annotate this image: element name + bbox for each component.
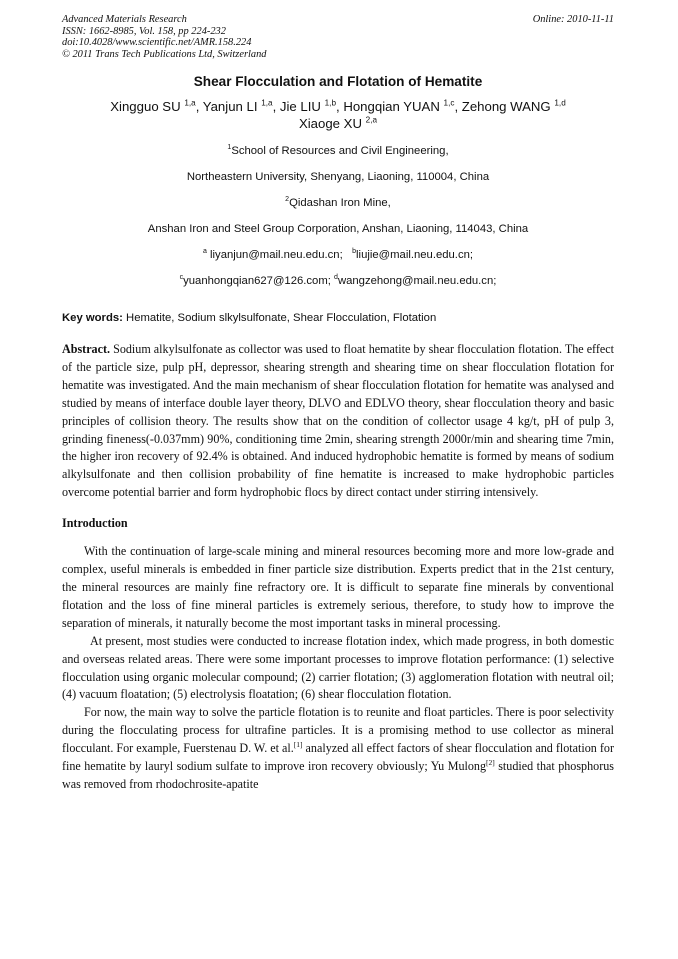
author: Yanjun LI $^{1,a}$ [202,98,273,114]
paper-page [62,14,614,794]
citation-1: [1] [293,740,303,750]
affiliation-2-name: $^2$Qidashan Iron Mine, [285,196,391,209]
email-a: liyanjun@mail.neu.edu.cn; [210,249,343,261]
abstract [62,341,614,502]
online-date: Online: 2010-11-11 [532,14,614,25]
author: Xiaoge XU $^{2,a}$ [298,115,378,131]
abstract-text: Sodium alkylsulfonate as collector was used to float hematite by shear flocculation flotation. The effect of the particle size, pulp pH, depressor, shearing strength and shearing time on shear flocculation flotation for hematite was investigated. And the main mechanism of shear flocculation flotation for hematite was analysed and studied by means of interface double layer theory, DLVO and EDLVO theory, shear flocculation theory and basic principles of collision theory. The results show that on the condition of collector usage 4 kg/t, pH of pulp 3, grinding fineness(-0.037mm) 90%, conditioning time 2min, shearing strength 2000r/min and shearing time 7min, the higher iron recovery of 92.4% is obtained. And induced hydrophobic hematite is formed by means of sodium alkylsulfonate and then collision probability of fine hematite is increased to make hydrophobic particles overcome potential barrier and form hydrophobic flocs by direct contact under stirring intensively. [62,342,614,500]
keywords [62,312,614,324]
affiliation-1-address: Northeastern University, Shenyang, Liaoning, 110004, China [186,171,490,183]
doi-line: doi:10.4028/www.scientific.net/AMR.158.224 [62,37,252,48]
intro-paragraph-2: At present, most studies were conducted to increase flotation index, which made progress, in both domestic and overseas related areas. There were some important processes to improve flotation performance: (1) selective flocculation using organic molecular compound; (2) carrier flotation; (3) agglomeration flotation with neutral oil; (4) vacuum floatation; (5) electrolysis floatation; (6) shear flocculation flotation. [62,633,614,702]
email-c: yuanhongqian627@126.com; [183,275,331,287]
keywords-label: Key words: [62,312,123,324]
author: Jie LIU $^{1,b}$ [279,98,336,114]
intro-paragraph-1: With the continuation of large-scale mining and mineral resources becoming more and more low-grade and complex, useful minerals is embedded in finer particle size distribution. Experts predict that in the 21st century, the mineral resources are mainly fine refractory ore. It is difficult to separate fine minerals by conventional flotation and the loss of fine mineral particles is extremely serious, therefore, to study how to improve the separation of minerals, it naturally become the most important tasks in mineral processing. [62,544,614,630]
journal-header [62,14,614,60]
paper-title: Shear Flocculation and Flotation of Hematite [193,74,483,89]
citation-2: [2] [486,758,495,767]
affiliation-2-address: Anshan Iron and Steel Group Corporation, Anshan, Liaoning, 114043, China [147,223,529,235]
copyright-line: © 2011 Trans Tech Publications Ltd, Switzerland [62,48,267,60]
journal-name: Advanced Materials Research [62,14,187,25]
affiliation-1-name: $^1$School of Resources and Civil Engineering, [227,144,449,157]
email-b: liujie@mail.neu.edu.cn; [356,249,474,261]
author-list: Xingguo SU $^{1,a}$, Yanjun LI $^{1,a}$, Jie LIU $^{1,b}$, Hongqian YUAN $^{1,c}$, Zehong WANG $^{1,d}$ Xiaoge XU $^{2,a}$ [110,98,566,131]
author: Hongqian YUAN $^{1,c}$ [343,98,455,114]
section-heading-introduction: Introduction [62,516,128,531]
email-line-1: $^a$ liyanjun@mail.neu.edu.cn; $^b$liujie@mail.neu.edu.cn; [202,248,474,261]
email-line-2: $^c$yuanhongqian627@126.com; $^d$wangzehong@mail.neu.edu.cn; [179,274,497,287]
author: Zehong WANG $^{1,d}$ [461,98,566,114]
keywords-text: Hematite, Sodium slkylsulfonate, Shear Flocculation, Flotation [126,312,437,324]
author: Xingguo SU $^{1,a}$ [110,98,196,114]
issn-line: ISSN: 1662-8985, Vol. 158, pp 224-232 [62,25,226,37]
email-d: wangzehong@mail.neu.edu.cn; [337,275,497,287]
intro-paragraph-3: For now, the main way to solve the particle flotation is to reunite and float particles. There is poor selectivity during the flocculating process for ultrafine particles. It is a promising method to use collector as mineral flocculant. For example, Fuerstenau D. W. et al.[1] analyzed all effect factors of shear flocculation and flotation for fine hematite by lauryl sodium sulfate to improve iron recovery obviously; Yu Mulong[2] studied that phosphorus was removed from rhodochrosite-apatite [62,705,614,791]
abstract-label: Abstract. [62,342,111,356]
